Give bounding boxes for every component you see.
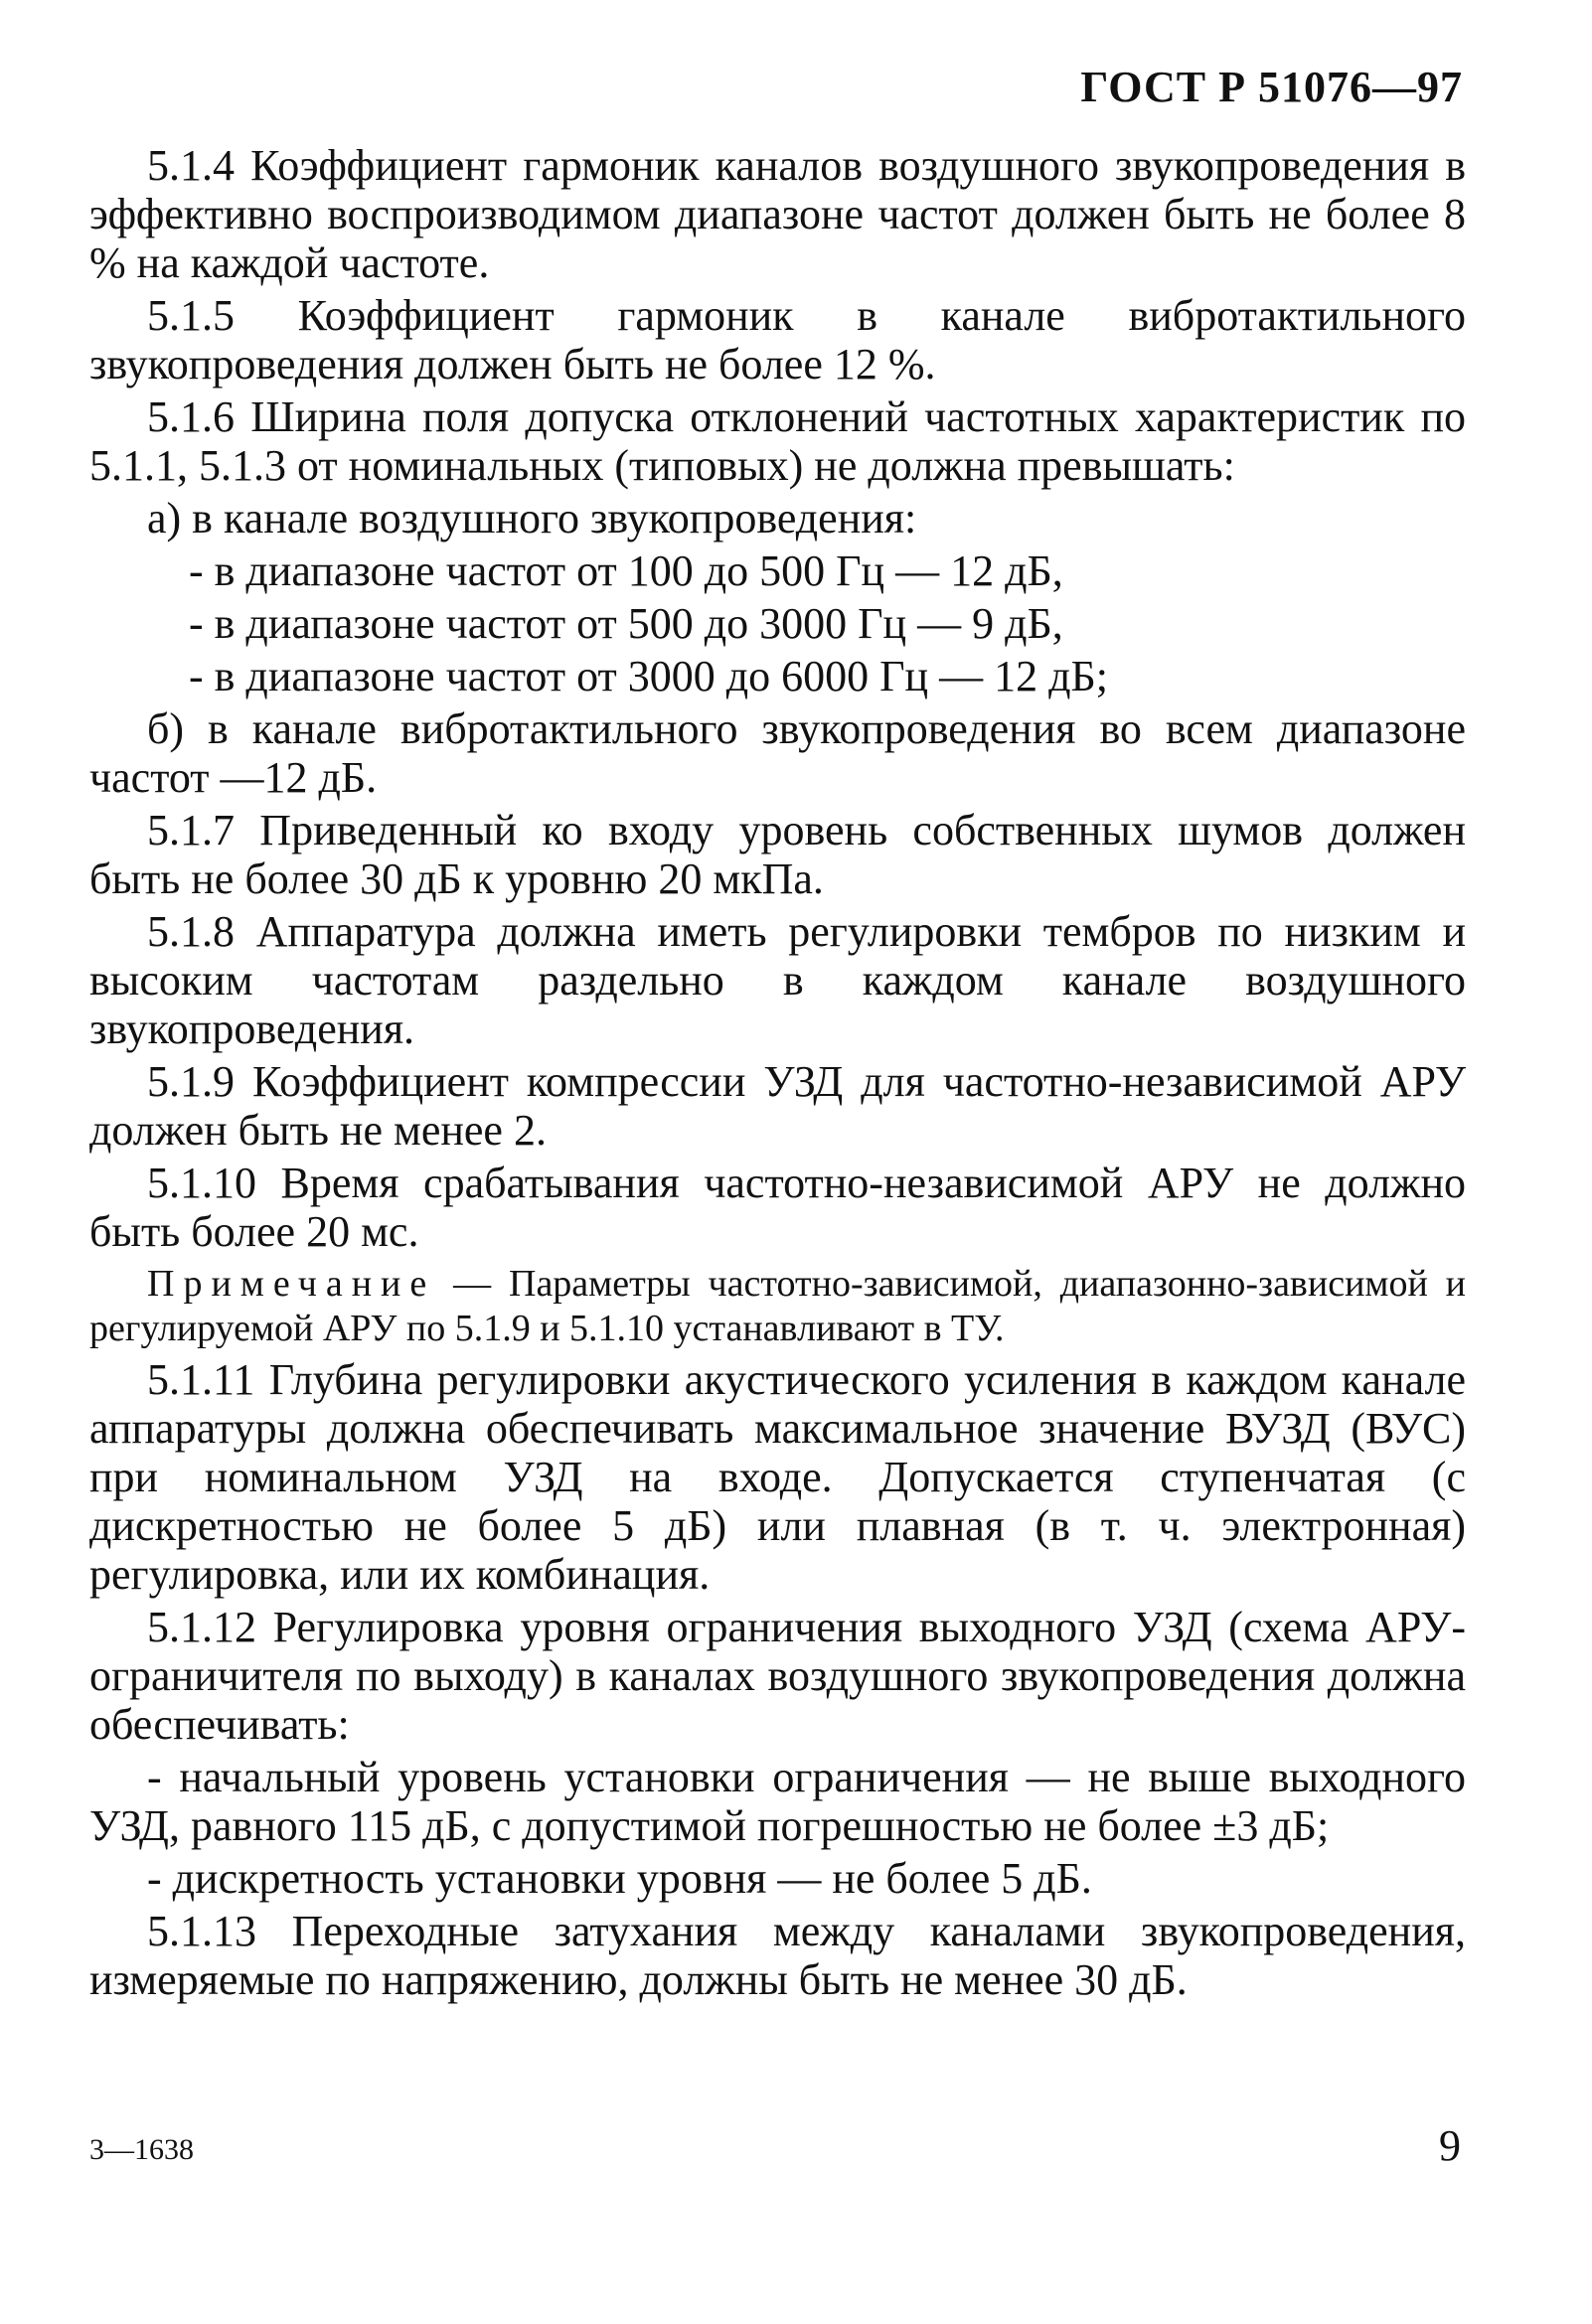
paragraph-5-1-4: 5.1.4 Коэффициент гармоник каналов воздушного звукопроведения в эффективно воспроизводимом диапазоне частот должен быть не более 8 % на каждой частоте. [89, 141, 1466, 287]
note [89, 1262, 1466, 1351]
list-item-discreteness: - дискретность установки уровня — не более 5 дБ. [147, 1854, 1092, 1903]
footer-code: 3—1638 [89, 2133, 194, 2166]
page-number: 9 [1439, 2121, 1461, 2170]
list-item-range-3: - в диапазоне частот от 3000 до 6000 Гц — 12 дБ; [189, 652, 1108, 700]
list-item-limit-level: - начальный уровень установки ограничения — не выше выходного УЗД, равного 115 дБ, с допустимой погрешностью не более ±3 дБ; [89, 1753, 1466, 1850]
paragraph-5-1-12: 5.1.12 Регулировка уровня ограничения выходного УЗД (схема АРУ-ограничителя по выходу) в каналах воздушного звукопроведения должна обеспечивать: [89, 1603, 1466, 1749]
paragraph-5-1-8: 5.1.8 Аппаратура должна иметь регулировки тембров по низким и высоким частотам раздельно в каждом канале воздушного звукопроведения. [89, 907, 1466, 1053]
paragraph-5-1-6-a: а) в канале воздушного звукопроведения: [147, 494, 917, 542]
paragraph-5-1-9: 5.1.9 Коэффициент компрессии УЗД для частотно-независимой АРУ должен быть не менее 2. [89, 1057, 1466, 1155]
paragraph-5-1-11: 5.1.11 Глубина регулировки акустического усиления в каждом канале аппаратуры должна обеспечивать максимальное значение ВУЗД (ВУС) при номинальном УЗД на входе. Допускается ступенчатая (с дискретностью не более 5 дБ) или плавная (в т. ч. электронная) регулировка, или их комбинация. [89, 1355, 1466, 1599]
list-item-range-2: - в диапазоне частот от 500 до 3000 Гц — 9 дБ, [189, 599, 1063, 648]
paragraph-5-1-7: 5.1.7 Приведенный ко входу уровень собственных шумов должен быть не более 30 дБ к уровню 20 мкПа. [89, 806, 1466, 903]
note-label: Примечание [147, 1263, 436, 1305]
paragraph-5-1-6-b: б) в канале вибротактильного звукопроведения во всем диапазоне частот —12 дБ. [89, 704, 1466, 802]
paragraph-5-1-6: 5.1.6 Ширина поля допуска отклонений частотных характеристик по 5.1.1, 5.1.3 от номинальных (типовых) не должна превышать: [89, 392, 1466, 490]
paragraph-5-1-5: 5.1.5 Коэффициент гармоник в канале вибротактильного звукопроведения должен быть не более 12 %. [89, 291, 1466, 388]
document-header: ГОСТ Р 51076—97 [1080, 63, 1463, 111]
paragraph-5-1-13: 5.1.13 Переходные затухания между каналами звукопроведения, измеряемые по напряжению, должны быть не менее 30 дБ. [89, 1907, 1466, 2004]
document-body [89, 141, 1466, 2008]
paragraph-5-1-10: 5.1.10 Время срабатывания частотно-независимой АРУ не должно быть более 20 мс. [89, 1159, 1466, 1256]
list-item-range-1: - в диапазоне частот от 100 до 500 Гц — 12 дБ, [189, 546, 1063, 595]
note-text: — Параметры частотно-зависимой, диапазонно-зависимой и регулируемой АРУ по 5.1.9 и 5.1.10 устанавливают в ТУ. [89, 1263, 1466, 1349]
